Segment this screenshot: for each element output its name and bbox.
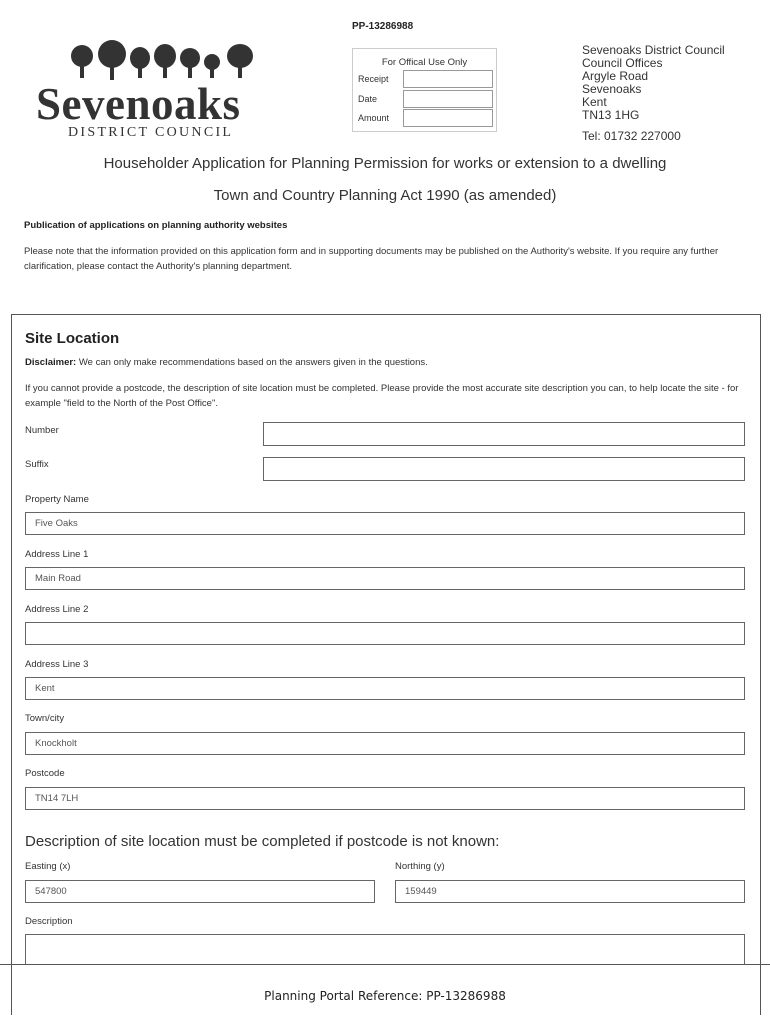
official-amount-field (403, 109, 493, 127)
council-telephone: Tel: 01732 227000 (582, 129, 681, 143)
address-line: Sevenoaks District Council (582, 43, 725, 57)
postcode-field[interactable]: TN14 7LH (25, 787, 745, 810)
easting-label: Easting (x) (25, 861, 71, 872)
number-field[interactable] (263, 422, 745, 446)
address-line-2-label: Address Line 2 (25, 604, 89, 615)
address-line: Council Offices (582, 56, 663, 70)
address-line: Kent (582, 95, 607, 109)
site-location-title: Site Location (25, 330, 120, 347)
footer-divider (0, 964, 770, 965)
disclaimer (25, 357, 428, 368)
address-line-1-field[interactable]: Main Road (25, 567, 745, 590)
description-heading: Description of site location must be completed if postcode is not known: (25, 833, 500, 850)
disclaimer-text: We can only make recommendations based on the answers given in the questions. (76, 357, 428, 368)
form-title: Householder Application for Planning Permission for works or extension to a dwelling (103, 155, 667, 172)
property-name-label: Property Name (25, 494, 89, 505)
address-line-2-field[interactable] (25, 622, 745, 645)
official-use-title: For Offical Use Only (381, 57, 468, 68)
town-label: Town/city (25, 713, 65, 724)
address-line-3-label: Address Line 3 (25, 659, 89, 670)
site-location-panel (11, 314, 761, 1015)
northing-field[interactable]: 159449 (395, 880, 745, 903)
address-line-3-field[interactable]: Kent (25, 677, 745, 700)
official-use-box (352, 48, 497, 132)
address-line: Argyle Road (582, 69, 649, 83)
property-name-field[interactable]: Five Oaks (25, 512, 745, 535)
number-label: Number (25, 425, 59, 436)
postcode-note: If you cannot provide a postcode, the description of site location must be completed. Please provide the most accurate site description you can, to help locate the site - for example "field to the North of the Post Office". (25, 383, 739, 409)
northing-label: Northing (y) (395, 861, 445, 872)
official-receipt-field (403, 70, 493, 88)
reference-number: PP-13286988 (352, 21, 414, 32)
address-line: Sevenoaks (582, 82, 642, 96)
suffix-label: Suffix (25, 459, 49, 470)
council-address (582, 44, 725, 122)
description-label: Description (25, 916, 73, 927)
description-field[interactable] (25, 934, 745, 964)
disclaimer-label: Disclaimer: (25, 357, 77, 368)
suffix-field[interactable] (263, 457, 745, 481)
logo-wordmark: Sevenoaks (36, 79, 241, 129)
official-amount-label: Amount (358, 113, 390, 123)
form-act: Town and Country Planning Act 1990 (as amended) (213, 187, 557, 204)
easting-field[interactable]: 547800 (25, 880, 375, 903)
official-receipt-label: Receipt (358, 74, 389, 84)
logo-subtitle: DISTRICT COUNCIL (68, 125, 234, 140)
council-logo (36, 38, 296, 148)
postcode-label: Postcode (25, 768, 65, 779)
trees-icon (70, 38, 260, 82)
town-field[interactable]: Knockholt (25, 732, 745, 755)
publication-text: Please note that the information provided on this application form and in supporting documents may be published on the Authority's website. If you require any further clarification, please contact the Authority's planning department. (24, 246, 719, 272)
official-date-field (403, 90, 493, 108)
publication-heading: Publication of applications on planning authority websites (24, 220, 288, 231)
address-line-1-label: Address Line 1 (25, 549, 89, 560)
official-date-label: Date (358, 94, 378, 104)
footer-reference: Planning Portal Reference: PP-13286988 (264, 989, 506, 1003)
address-line: TN13 1HG (582, 108, 640, 122)
